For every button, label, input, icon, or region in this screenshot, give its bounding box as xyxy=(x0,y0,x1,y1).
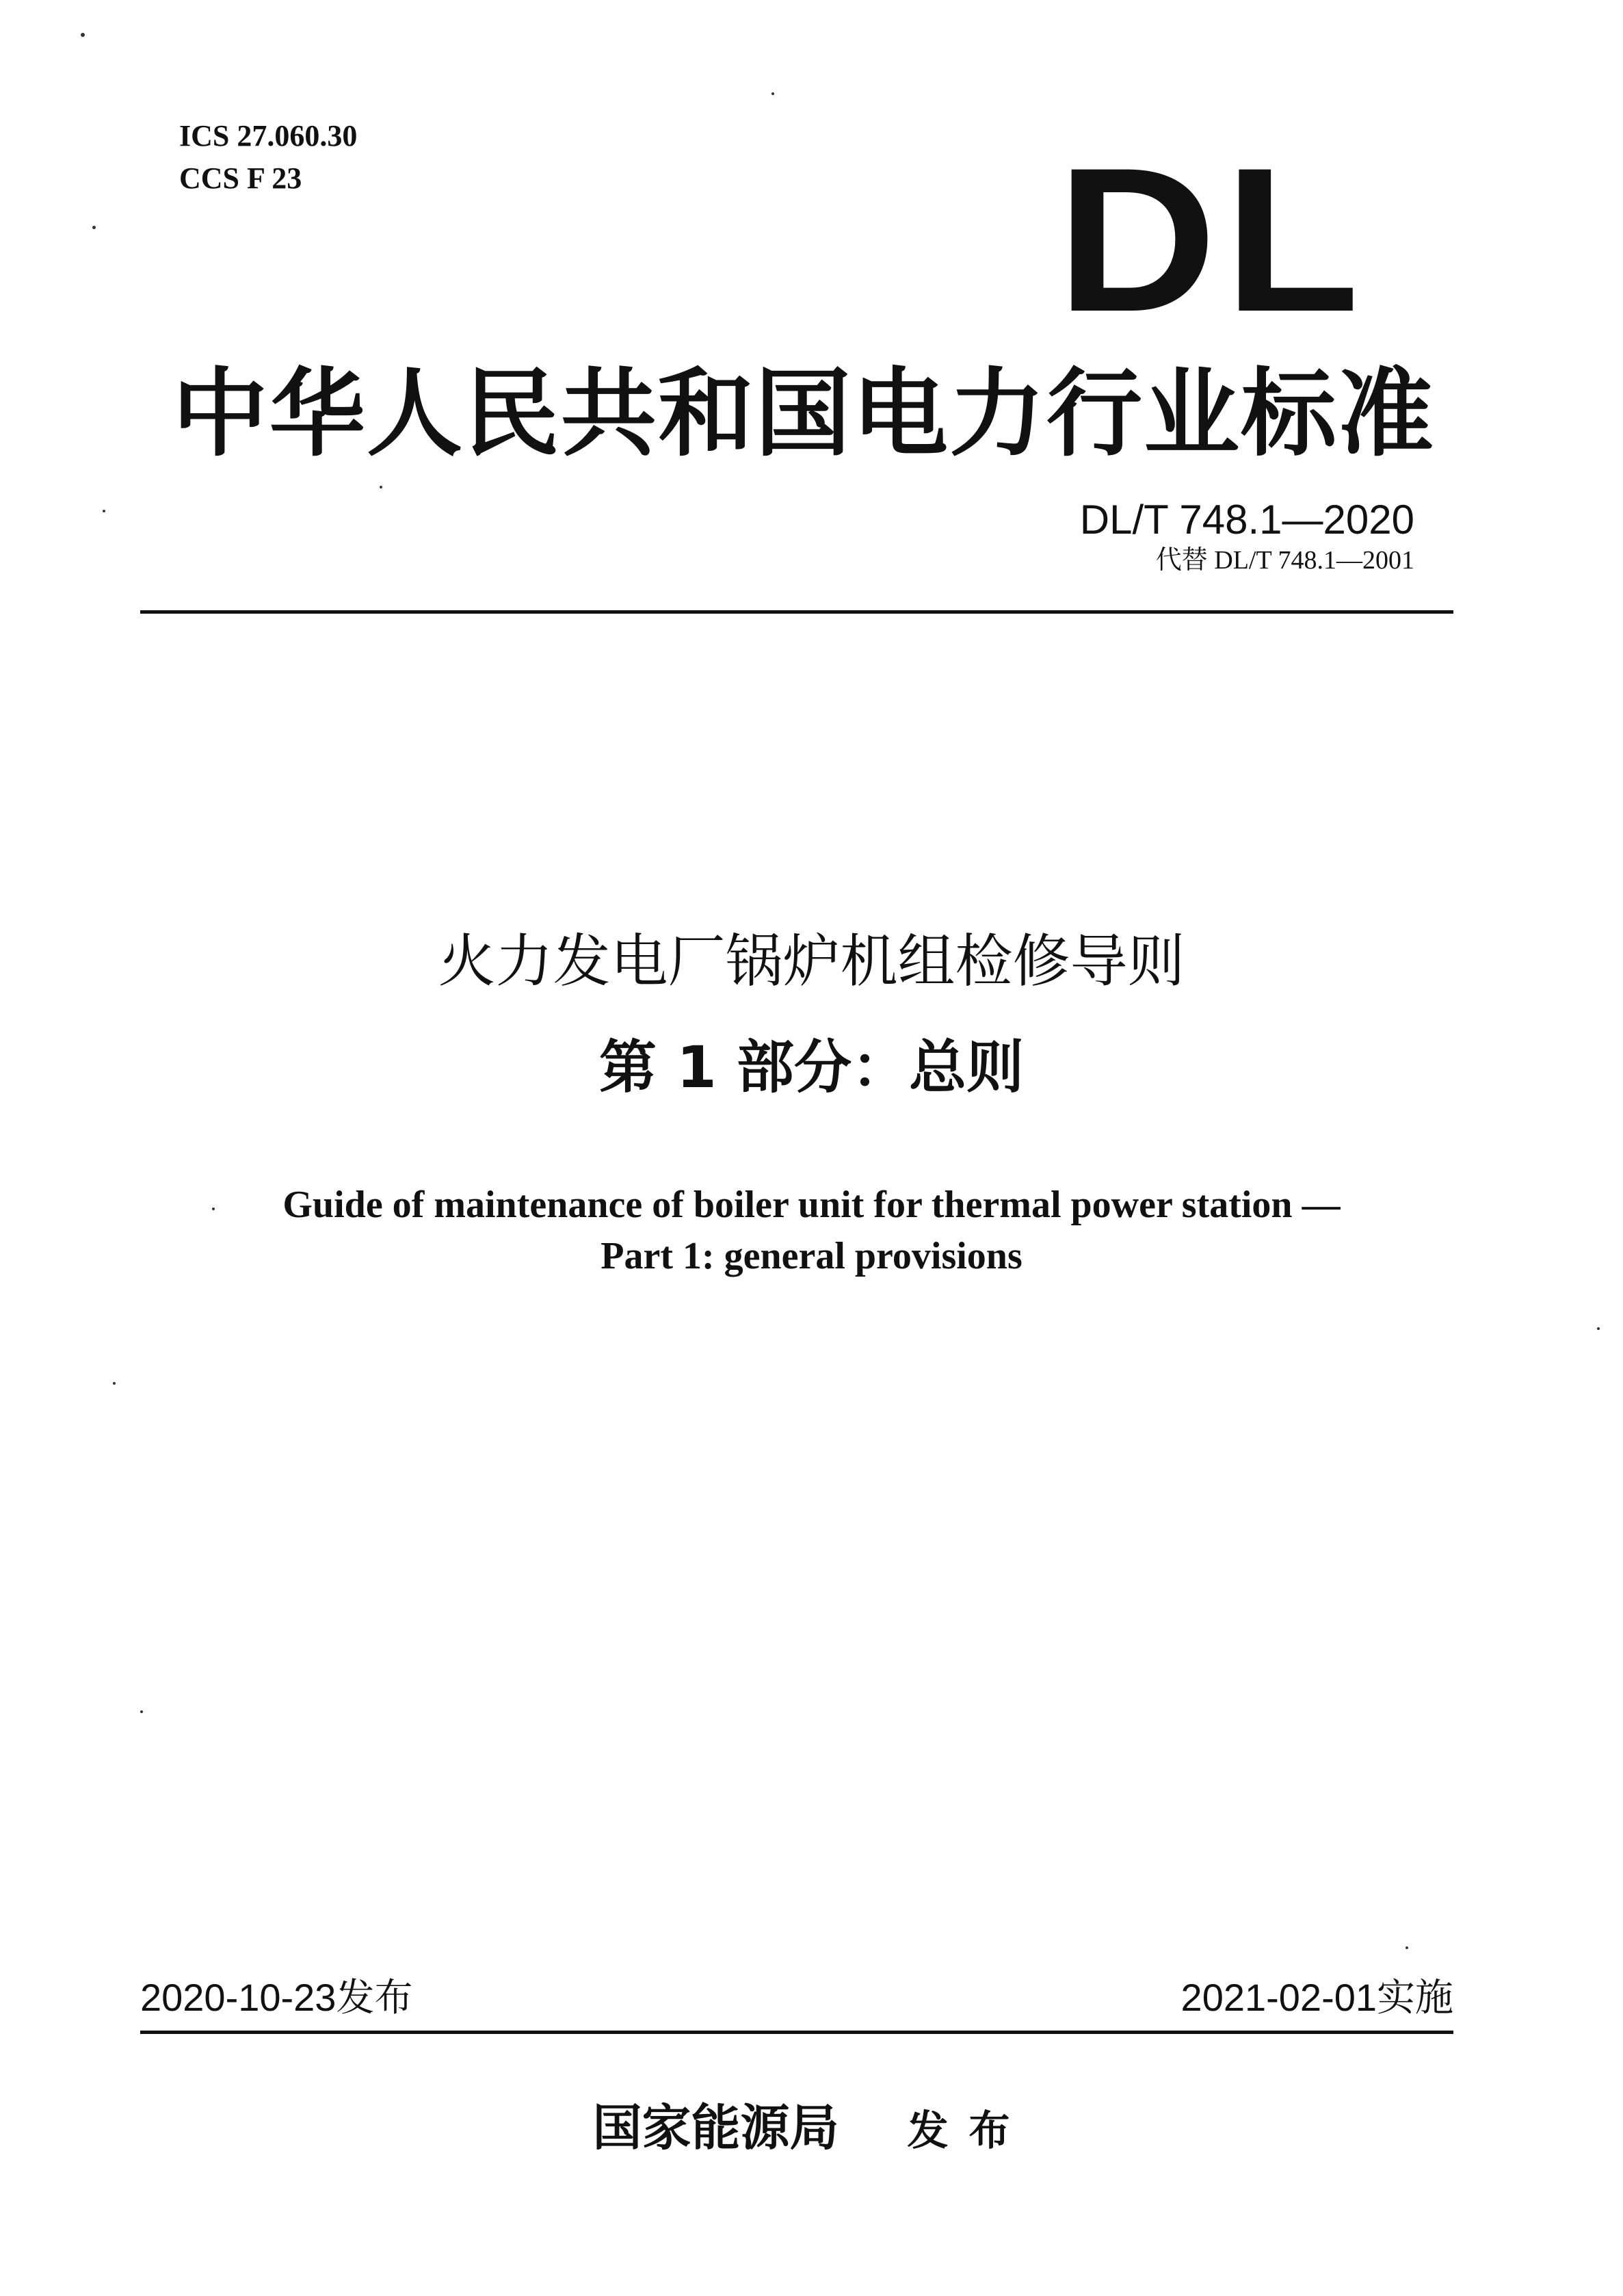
classification-codes xyxy=(179,115,357,200)
scan-speck xyxy=(92,226,96,229)
scan-speck xyxy=(1406,1946,1408,1949)
replaces-standard: 代替 DL/T 748.1—2001 xyxy=(1155,546,1414,575)
scan-speck xyxy=(380,486,382,488)
title-chinese-part: 第 1 部分：总则 xyxy=(599,1034,1024,1101)
title-chinese-main: 火力发电厂锅炉机组检修导则 xyxy=(438,928,1185,995)
ccs-code: CCS F 23 xyxy=(179,161,302,195)
scan-speck xyxy=(103,510,105,512)
issue-date: 2020-10-23发布 xyxy=(140,1976,413,2019)
title-english-main: Guide of maintenance of boiler unit for thermal power station — xyxy=(282,1184,1341,1226)
publisher-name: 国家能源局 xyxy=(592,2098,839,2156)
publisher-line xyxy=(0,2090,1623,2179)
publisher-issued-label: 发布 xyxy=(907,2107,1031,2155)
header-divider xyxy=(140,610,1453,614)
issuing-body-title: 中华人民共和国电力行业标准 xyxy=(172,358,1435,470)
scan-speck xyxy=(1597,1327,1600,1330)
title-english-part: Part 1: general provisions xyxy=(601,1235,1022,1277)
ics-code: ICS 27.060.30 xyxy=(179,119,358,153)
implementation-date: 2021-02-01实施 xyxy=(1180,1976,1453,2019)
scan-speck xyxy=(81,33,85,37)
scan-speck xyxy=(771,92,774,95)
standard-number: DL/T 748.1—2020 xyxy=(1079,497,1414,543)
scan-speck xyxy=(113,1382,116,1385)
dl-logo: DL xyxy=(1057,125,1367,354)
scan-speck xyxy=(140,1710,143,1713)
scan-speck xyxy=(212,1208,215,1210)
footer-divider xyxy=(140,2031,1453,2034)
